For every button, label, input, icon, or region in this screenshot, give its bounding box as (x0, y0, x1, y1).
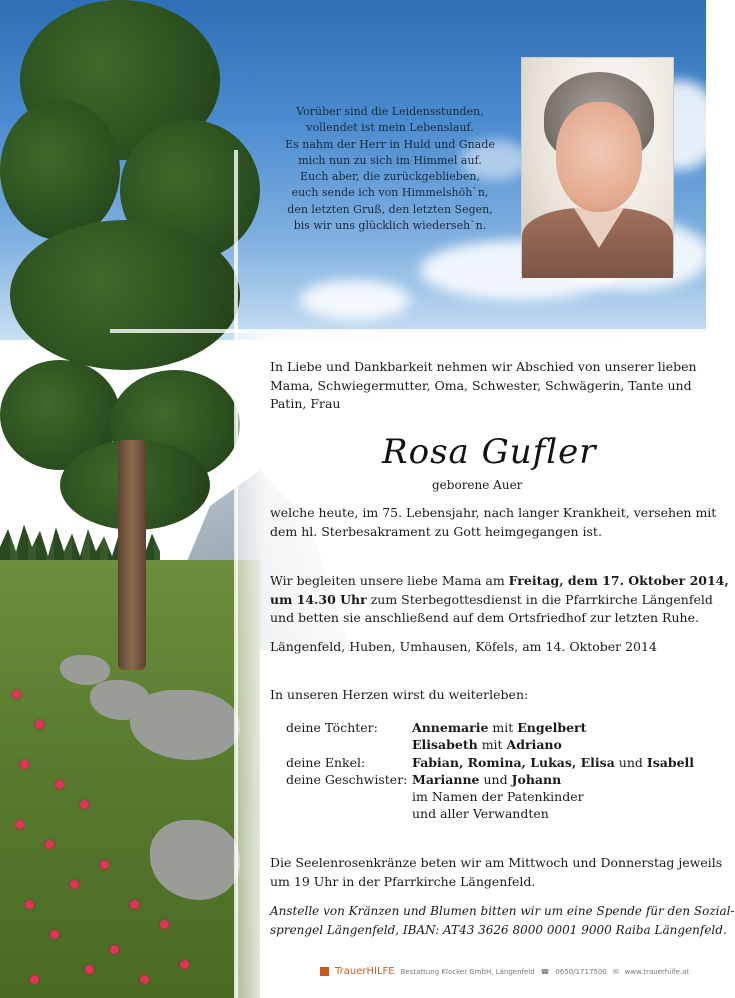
intro-text (270, 358, 697, 414)
cloud (300, 280, 410, 320)
poem-line: euch sende ich von Himmelshöh`n, (291, 186, 489, 200)
kin-note: im Namen der Patenkinder (412, 789, 584, 805)
tree-crown (10, 220, 240, 370)
portrait-photo (521, 57, 674, 275)
flower (30, 975, 39, 984)
flower (85, 965, 94, 974)
rosary-info (270, 854, 723, 891)
intro-line: Mama, Schwiegermutter, Oma, Schwester, Schwägerin, Tante und (270, 377, 692, 393)
death-notice (270, 504, 717, 541)
cross-horizontal-line (110, 329, 706, 333)
intro-line: Patin, Frau (270, 396, 341, 411)
kin-role: deine Töchter: (286, 720, 378, 735)
poem-line: bis wir uns glücklich wiederseh`n. (293, 219, 487, 233)
kin-connector: mit (488, 720, 518, 735)
poem-line: Euch aber, die zurückgeblieben, (300, 170, 480, 184)
footer-company: Bestattung Klocker GmbH, Längenfeld (400, 967, 535, 976)
kin-name: Engelbert (517, 720, 587, 735)
donation-line: sprengel Längenfeld, IBAN: AT43 3626 8000 0001 9000 Raiba Längenfeld. (270, 922, 727, 937)
kin-name: Elisabeth (412, 737, 478, 753)
flower (50, 930, 59, 939)
footer (320, 966, 689, 977)
flower (80, 800, 89, 809)
donation-line: Anstelle von Kränzen und Blumen bitten wir um eine Spende für den Sozial- (270, 904, 735, 918)
footer-web: www.trauerhilfe.at (624, 967, 690, 976)
kin-name: Fabian, Romina, Lukas, Elisa (412, 754, 615, 770)
footer-phone: 0650/1717500 (555, 967, 607, 976)
hearts-line: In unseren Herzen wirst du weiterleben: (270, 687, 529, 702)
tree-crown (0, 100, 120, 240)
donation-info (270, 902, 735, 939)
flower (110, 945, 119, 954)
flower (140, 975, 149, 984)
maiden-name: geborene Auer (432, 478, 523, 492)
kin-connector: und (614, 754, 647, 770)
kin-name: Johann (511, 771, 562, 787)
flower (15, 820, 24, 829)
flower (180, 960, 189, 969)
place-date: Längenfeld, Huben, Umhausen, Köfels, am 14. Oktober 2014 (270, 639, 657, 654)
rosary-line: um 19 Uhr in der Pfarrkirche Längenfeld. (270, 873, 536, 889)
web-icon: ✉ (612, 967, 619, 976)
flower (100, 860, 109, 869)
kin-name: Annemarie (412, 720, 489, 735)
tree-trunk (118, 440, 146, 670)
flower (45, 840, 54, 849)
funeral-text: zum Sterbegottesdienst in die Pfarrkirche Längenfeld (366, 591, 713, 607)
footer-logo: TrauerHILFE (335, 966, 395, 977)
death-notice-line: welche heute, im 75. Lebensjahr, nach langer Krankheit, versehen mit (270, 505, 717, 520)
rosary-line: Die Seelenrosenkränze beten wir am Mittwoch und Donnerstag jeweils (270, 855, 723, 870)
intro-line: In Liebe und Dankbarkeit nehmen wir Abschied von unserer lieben (270, 359, 697, 374)
kin-role: deine Geschwister: (286, 771, 408, 787)
mourners-list (286, 719, 694, 823)
flower (55, 780, 64, 789)
flower (25, 900, 34, 909)
kin-role: deine Enkel: (286, 754, 366, 770)
flower (70, 880, 79, 889)
flower (35, 720, 44, 729)
deceased-name: Rosa Gufler (382, 432, 597, 472)
kin-name: Marianne (412, 771, 480, 787)
funeral-text: Wir begleiten unsere liebe Mama am (270, 573, 509, 588)
poem-line: den letzten Gruß, den letzten Segen, (287, 202, 493, 216)
death-notice-line: dem hl. Sterbesakrament zu Gott heimgegangen ist. (270, 523, 602, 539)
flower (130, 900, 139, 909)
poem-line: mich nun zu sich im Himmel auf. (298, 153, 482, 167)
trauerhilfe-logo-icon (320, 967, 329, 976)
kin-connector: und (479, 771, 512, 787)
funeral-info (270, 572, 729, 628)
funeral-date: Freitag, dem 17. Oktober 2014, (508, 573, 729, 588)
flower (160, 920, 169, 929)
cross-vertical-line (234, 150, 238, 998)
kin-name: Adriano (506, 737, 562, 753)
poem (240, 104, 540, 234)
funeral-text: und betten sie anschließend auf dem Ortsfriedhof zur letzten Ruhe. (270, 610, 699, 625)
funeral-time: um 14.30 Uhr (270, 591, 367, 607)
kin-name: Isabell (646, 754, 695, 770)
poem-line: vollendet ist mein Lebenslauf. (306, 121, 474, 135)
poem-line: Es nahm der Herr in Huld und Gnade (285, 137, 495, 151)
phone-icon: ☎ (540, 967, 550, 976)
kin-note: und aller Verwandten (412, 806, 549, 822)
flower (20, 760, 29, 769)
poem-line: Vorüber sind die Leidensstunden, (296, 105, 484, 118)
kin-connector: mit (477, 737, 507, 753)
flower (12, 690, 21, 699)
